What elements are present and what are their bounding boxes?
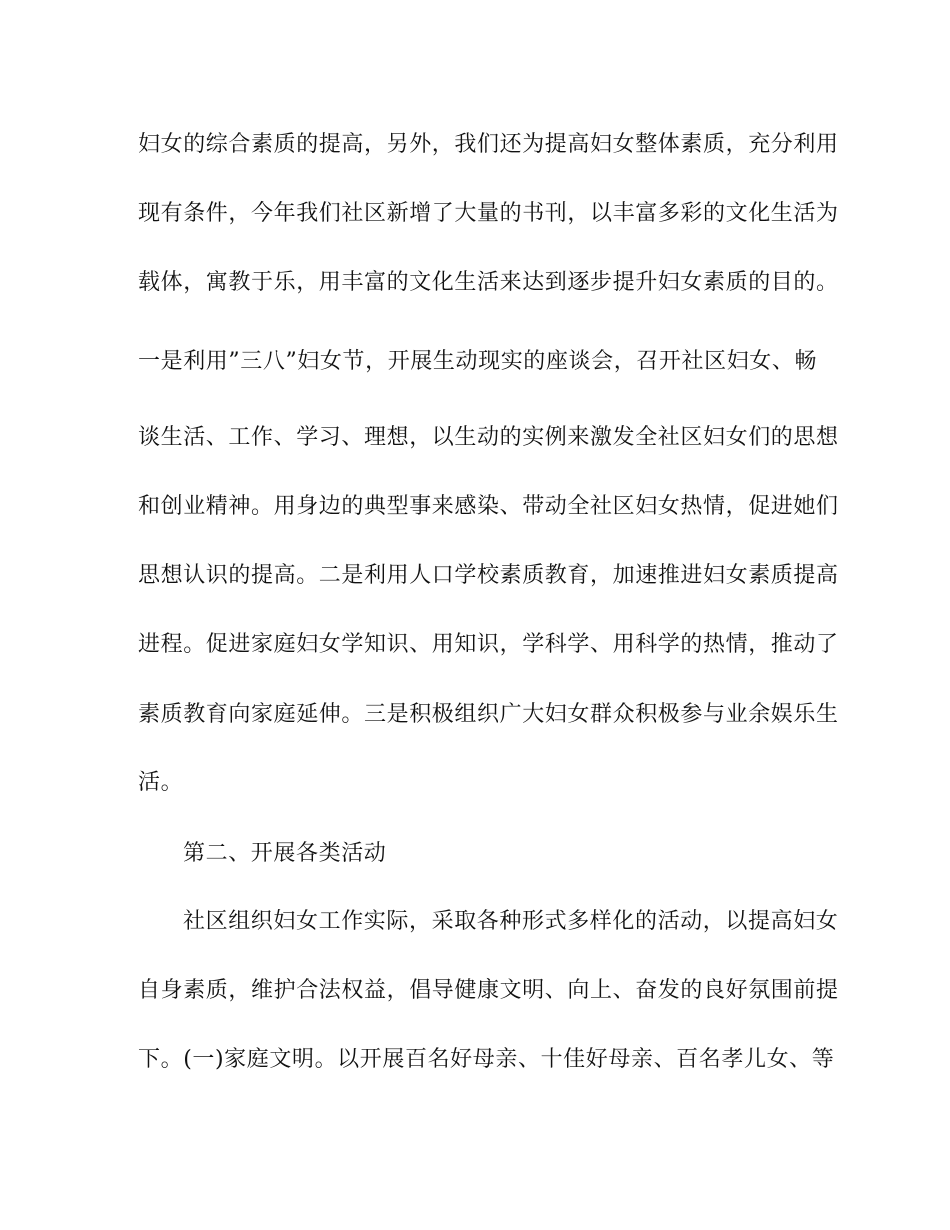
paragraph-line: 社区组织妇女工作实际，采取各种形式多样化的活动，以提高妇女 [183,909,839,934]
section-heading: 第二、开展各类活动 [183,841,387,866]
paragraph-line: 下。(一)家庭文明。以开展百名好母亲、十佳好母亲、百名孝儿女、等 [138,1047,835,1072]
paragraph-line: 一是利用”三八”妇女节，开展生动现实的座谈会，召开社区妇女、畅 [138,349,818,374]
paragraph-line: 进程。促进家庭妇女学知识、用知识，学科学、用科学的热情，推动了 [138,632,839,657]
paragraph-line: 现有条件，今年我们社区新增了大量的书刊，以丰富多彩的文化生活为 [138,201,839,226]
paragraph-line: 活。 [138,770,184,795]
paragraph-line: 素质教育向家庭延伸。三是积极组织广大妇女群众积极参与业余娱乐生 [138,702,839,727]
paragraph-line: 妇女的综合素质的提高，另外，我们还为提高妇女整体素质，充分利用 [138,132,839,157]
paragraph-line: 自身素质，维护合法权益，倡导健康文明、向上、奋发的良好氛围前提 [138,978,839,1003]
paragraph-line: 和创业精神。用身边的典型事来感染、带动全社区妇女热情，促进她们 [138,494,839,519]
paragraph-line: 载体，寓教于乐，用丰富的文化生活来达到逐步提升妇女素质的目的。 [138,270,839,295]
paragraph-line: 谈生活、工作、学习、理想，以生动的实例来激发全社区妇女们的思想 [138,425,839,450]
paragraph-line: 思想认识的提高。二是利用人口学校素质教育，加速推进妇女素质提高 [138,563,839,588]
